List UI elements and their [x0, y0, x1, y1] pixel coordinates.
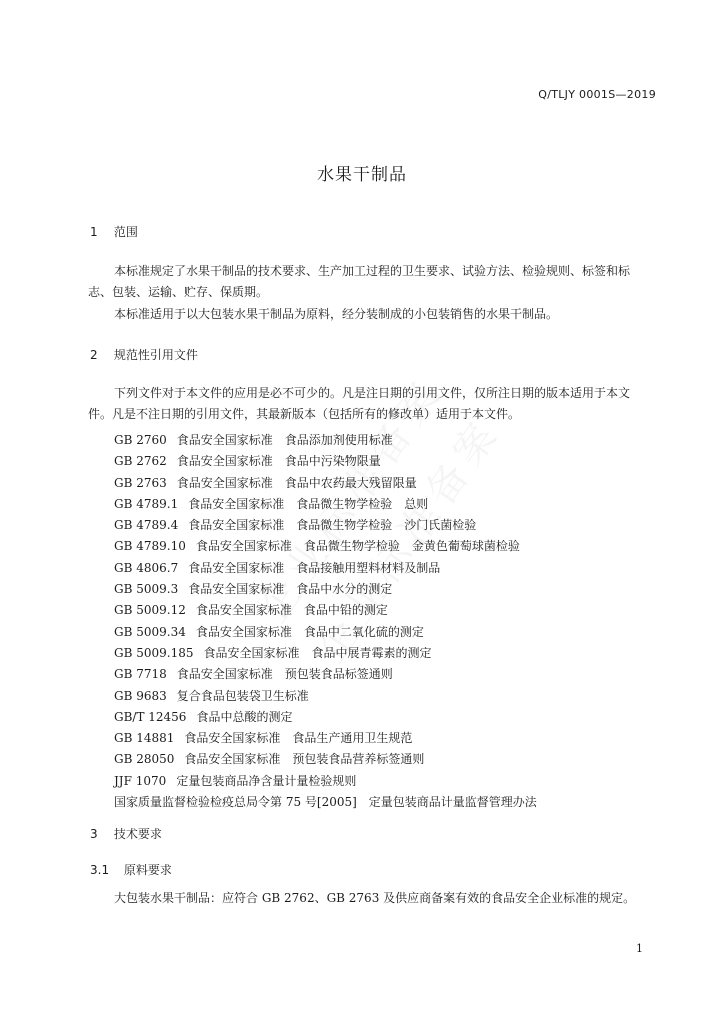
- paragraph-line: 件。凡是不注日期的引用文件，其最新版本（包括所有的修改单）适用于本文件。: [88, 407, 521, 421]
- reference-title: 食品安全国家标准 预包装食品营养标签通则: [184, 752, 425, 767]
- reference-code: GB 28050: [114, 752, 175, 767]
- reference-code: GB 2763: [114, 475, 167, 490]
- subsection-heading-raw-materials: [90, 861, 172, 878]
- reference-code: GB 4789.10: [114, 539, 186, 554]
- reference-title: 食品安全国家标准 食品接触用塑料材料及制品: [188, 560, 441, 575]
- document-title: 水果干制品: [317, 165, 407, 185]
- section-title: 范围: [113, 225, 138, 239]
- reference-code: JJF 1070: [114, 773, 167, 788]
- reference-item: [114, 536, 537, 557]
- paragraph-applicability: 本标准适用于以大包装水果干制品为原料，经分装制成的小包装销售的水果干制品。: [114, 307, 559, 321]
- section-heading-scope: [90, 223, 138, 240]
- reference-item: [114, 792, 537, 813]
- reference-code: GB 2760: [114, 433, 167, 447]
- section-title: 规范性引用文件: [113, 348, 198, 362]
- reference-item: [114, 451, 537, 472]
- reference-code: GB 5009.34: [114, 624, 186, 639]
- reference-item: [114, 707, 537, 728]
- reference-item: [114, 643, 537, 664]
- reference-code: GB 5009.3: [114, 582, 179, 597]
- section-number: 2: [90, 348, 98, 362]
- document-code: Q/TLJY 0001S—2019: [538, 88, 656, 101]
- reference-title: 食品安全国家标准 食品中农药最大残留限量: [176, 475, 417, 490]
- section-heading-references: [90, 346, 198, 363]
- reference-title: 定量包装商品净含量计量检验规则: [176, 773, 357, 788]
- reference-title: 食品安全国家标准 食品中水分的测定: [188, 582, 393, 597]
- reference-item: [114, 771, 537, 792]
- reference-item: [114, 515, 537, 536]
- reference-title: 食品安全国家标准 食品中展青霉素的测定: [203, 645, 432, 660]
- reference-title: 国家质量监督检验检疫总局令第 75 号[2005] 定量包装商品计量监督管理办法: [114, 795, 537, 810]
- reference-title: 食品安全国家标准 食品微生物学检验 总则: [188, 496, 429, 511]
- section-title: 技术要求: [113, 827, 162, 841]
- section-heading-technical: [90, 825, 162, 842]
- reference-title: 食品安全国家标准 食品中污染物限量: [176, 454, 381, 469]
- reference-code: GB 4806.7: [114, 560, 179, 575]
- subsection-title: 原料要求: [123, 863, 172, 877]
- reference-item: [114, 600, 537, 621]
- paragraph-references-intro: [88, 383, 648, 425]
- reference-item: [114, 494, 537, 515]
- reference-code: GB 5009.185: [114, 645, 194, 660]
- reference-title: 复合食品包装袋卫生标准: [176, 688, 309, 703]
- paragraph-raw-materials: 大包装水果干制品：应符合 GB 2762、GB 2763 及供应商备案有效的食品安全企业标准的规定。: [114, 891, 636, 905]
- reference-title: 食品安全国家标准 食品添加剂使用标准: [176, 433, 393, 447]
- reference-code: GB 5009.12: [114, 603, 186, 618]
- page-number: 1: [636, 942, 643, 955]
- reference-title: 食品安全国家标准 食品微生物学检验 金黄色葡萄球菌检验: [195, 539, 520, 554]
- paragraph-line: 志、包装、运输、贮存、保质期。: [88, 285, 269, 299]
- paragraph-line: 下列文件对于本文件的应用是必不可少的。凡是注日期的引用文件，仅所注日期的版本适用于本文: [114, 386, 631, 400]
- reference-item: [114, 728, 537, 749]
- reference-title: 食品安全国家标准 预包装食品标签通则: [176, 667, 393, 682]
- paragraph-scope: [88, 261, 648, 303]
- reference-item: [114, 686, 537, 707]
- section-number: 1: [90, 225, 98, 239]
- subsection-number: 3.1: [90, 863, 110, 877]
- reference-title: 食品安全国家标准 食品中铅的测定: [195, 603, 388, 618]
- reference-item: [114, 579, 537, 600]
- reference-code: GB 2762: [114, 454, 167, 469]
- reference-item: [114, 558, 537, 579]
- paragraph-line: 本标准规定了水果干制品的技术要求、生产加工过程的卫生要求、试验方法、检验规则、标签和标: [114, 264, 631, 278]
- reference-code: GB 7718: [114, 667, 167, 682]
- reference-item: [114, 664, 537, 685]
- reference-code: GB 4789.4: [114, 518, 179, 533]
- reference-title: 食品安全国家标准 食品微生物学检验 沙门氏菌检验: [188, 518, 477, 533]
- reference-item: [114, 749, 537, 770]
- reference-item: [114, 473, 537, 494]
- reference-code: GB/T 12456: [114, 709, 187, 724]
- reference-title: 食品安全国家标准 食品生产通用卫生规范: [184, 731, 413, 746]
- section-number: 3: [90, 827, 98, 841]
- reference-code: GB 14881: [114, 731, 175, 746]
- reference-code: GB 4789.1: [114, 496, 179, 511]
- reference-title: 食品安全国家标准 食品中二氧化硫的测定: [195, 624, 424, 639]
- reference-code: GB 9683: [114, 688, 167, 703]
- reference-title: 食品中总酸的测定: [196, 709, 293, 724]
- reference-item: [114, 430, 537, 451]
- reference-item: [114, 622, 537, 643]
- reference-list: [114, 430, 537, 813]
